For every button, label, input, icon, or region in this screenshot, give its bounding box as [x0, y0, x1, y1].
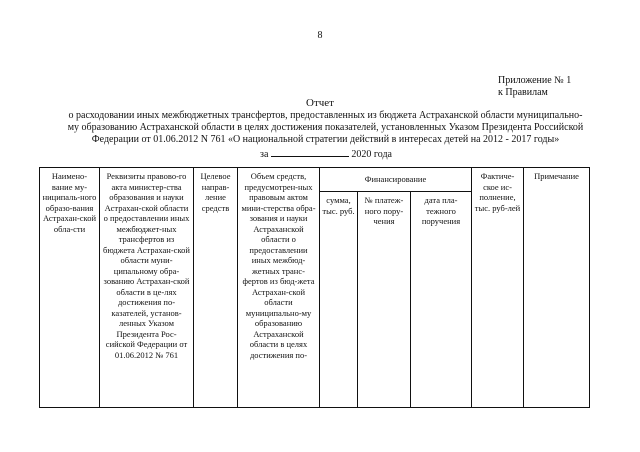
report-table: [39, 167, 590, 408]
appendix-label: [498, 75, 571, 99]
appendix-line-1: Приложение № 1: [498, 75, 572, 86]
header-financing-sum: сумма, тыс. руб.: [320, 192, 358, 408]
period-suffix: 2020 года: [351, 149, 392, 160]
report-description-line-3: Федерации от 01.06.2012 N 761 «О национальной стратегии действий в интересах детей на 2012 - 2017 годы»: [91, 134, 560, 145]
header-payment-order-number: № платеж-ного пору-чения: [358, 192, 411, 408]
page-number: 8: [317, 30, 323, 41]
report-title: Отчет: [306, 97, 334, 109]
header-financing: Финансирование: [320, 168, 472, 192]
header-municipality: Наимено-вание му-ниципаль-ного образо-вания Астрахан-ской обла-сти: [40, 168, 100, 408]
period-prefix: за: [260, 149, 269, 160]
header-payment-order-date: дата пла-тежного поручения: [411, 192, 472, 408]
report-period: [260, 147, 392, 160]
header-actual-execution: Фактиче-ское ис-полнение, тыс. руб-лей: [472, 168, 524, 408]
report-description-line-1: о расходовании иных межбюджетных трансфертов, предоставленных из бюджета Астраханской области муниципально-: [68, 110, 583, 121]
report-description: [48, 110, 603, 146]
header-purpose: Целевое направ-ление средств: [194, 168, 238, 408]
appendix-line-2: к Правилам: [498, 87, 548, 98]
header-legal-act: Реквизиты правово-го акта министер-ства образования и науки Астрахан-ской области о предоставлении иных межбюджет-ных трансфертов из бюджета Астрахан-ской области муни-ципальному обра-зованию Астрахан-ской области в це-лях достижения по-казателей, установ-ленных Указом Президента Рос-сийской Федерации от 01.06.2012 № 761: [100, 168, 194, 408]
header-note: Примечание: [524, 168, 590, 408]
period-blank-line: [271, 147, 349, 157]
report-description-line-2: му образованию Астраханской области в целях достижения показателей, установленных Указом Президента Российской: [67, 122, 584, 133]
header-funds-volume: Объем средств, предусмотрен-ных правовым актом мини-стерства обра-зования и науки Астраханской области о предоставлении иных межбюд-жетных транс-фертов из бюд-жета Астрахан-ской области муниципально-му образованию Астраханской области в целях достижения по-: [238, 168, 320, 408]
